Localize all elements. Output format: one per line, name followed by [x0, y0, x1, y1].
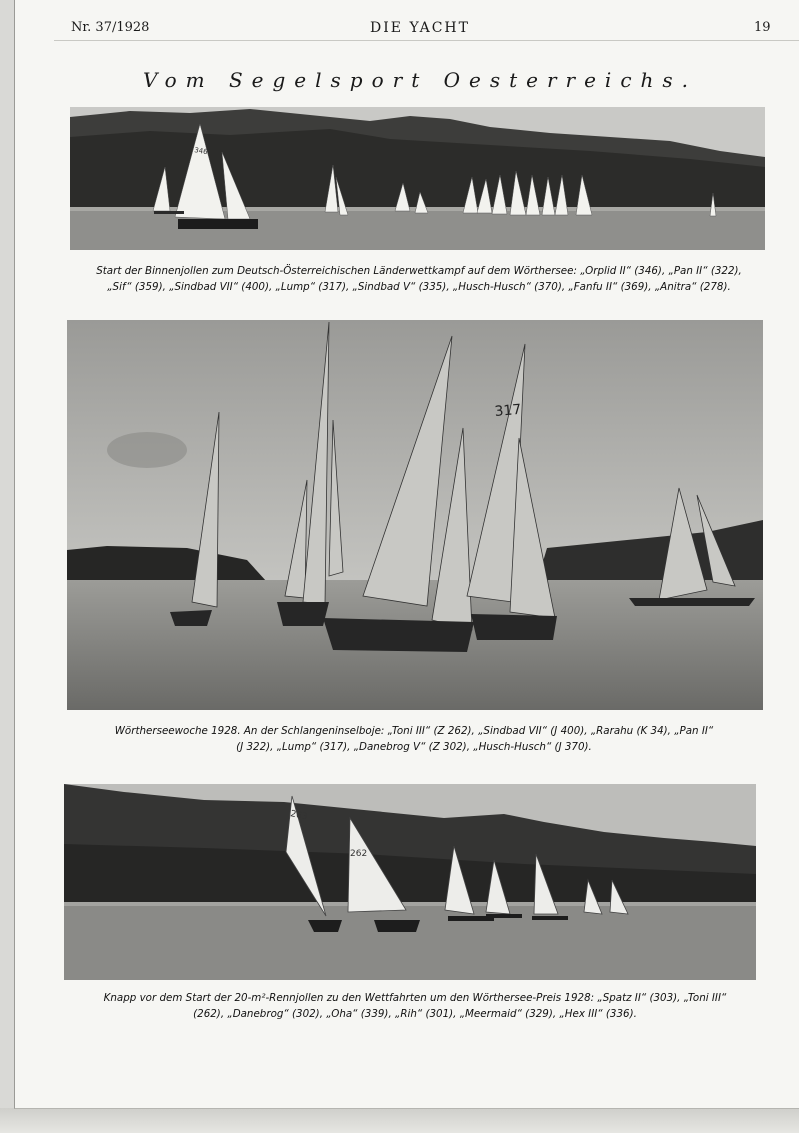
page-bottom-edge	[0, 1108, 799, 1133]
photo-3-image	[64, 784, 756, 980]
photo-2-caption	[64, 723, 764, 755]
photo-1-image	[70, 107, 765, 250]
photo-2-caption-line-1: Wörtherseewoche 1928. An der Schlangeninselboje: „Toni III“ (Z 262), „Sindbad VII“ (J 400), „Rarahu (K 34), „Pan II“	[114, 725, 714, 737]
photo-1-caption	[64, 263, 774, 295]
photo-2-caption-line-2: (J 322), „Lump“ (317), „Danebrog V“ (Z 302), „Husch-Husch“ (J 370).	[236, 741, 592, 753]
header-rule	[54, 40, 799, 41]
photo-3-caption-line-1: Knapp vor dem Start der 20-m²-Rennjollen zu den Wettfahrten um den Wörthersee-Preis 1928: „Spatz II“ (303), „Toni III“	[103, 992, 727, 1004]
photo-20m2-rennjollen	[64, 784, 756, 980]
article-title: Vom Segelsport Oesterreichs.	[142, 68, 698, 92]
photo-3-sail-number-right: 262	[350, 849, 368, 859]
photo-3-sail-number-left: 263	[289, 809, 309, 823]
photo-1-sail-number: 346	[193, 146, 209, 157]
photo-1-caption-line-2: „Sif“ (359), „Sindbad VII“ (400), „Lump“ (317), „Sindbad V“ (335), „Husch-Husch“ (370), „Fanfu II“ (369), „Anitra“ (278).	[107, 281, 731, 293]
photo-3-caption	[60, 990, 770, 1022]
photo-schlangeninselboje	[67, 320, 763, 710]
magazine-title: DIE YACHT	[370, 20, 470, 36]
photo-1-caption-line-1: Start der Binnenjollen zum Deutsch-Österreichischen Länderwettkampf auf dem Wörthersee: „Orplid II“ (346), „Pan II“ (322),	[96, 265, 742, 277]
page-number: 19	[754, 20, 771, 35]
photo-2-image	[67, 320, 763, 710]
photo-2-sail-number: 317	[493, 401, 522, 420]
photo-3-caption-line-2: (262), „Danebrog“ (302), „Oha“ (339), „Rih“ (301), „Meermaid“ (329), „Hex III“ (336).	[193, 1008, 637, 1020]
issue-number: Nr. 37/1928	[71, 20, 150, 35]
photo-start-binnenjollen	[70, 107, 765, 250]
